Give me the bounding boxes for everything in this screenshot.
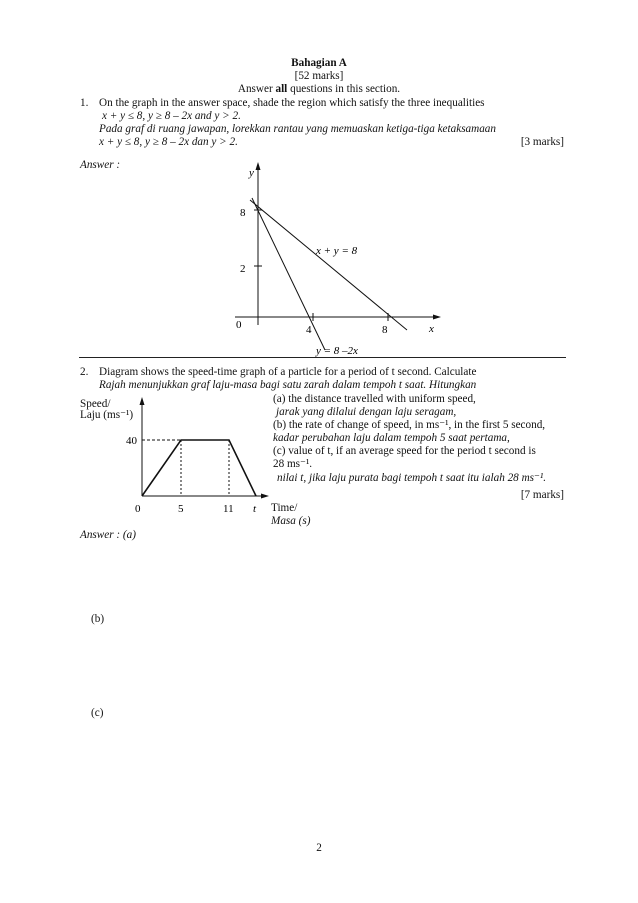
y-tick-label-8: 8 [240,207,246,219]
q2-part-c-ms: nilai t, jika laju purata bagi tempoh t saat itu ialah 28 ms⁻¹. [277,472,547,484]
y-axis-arrow-icon [256,162,261,170]
time-tick-label-t: t [253,503,257,515]
speed-tick-label-40: 40 [126,435,137,447]
x-axis-arrow-icon [433,315,441,320]
x-tick-label-4: 4 [306,324,312,336]
q2-part-a-ms: jarak yang dilalui dengan laju seragam, [276,406,457,418]
q1-answer-label: Answer : [80,159,121,171]
instruction-prefix: Answer [237,83,276,95]
line-y-8-minus-2x [252,198,325,350]
section-marks: [52 marks] [294,70,344,82]
q2-part-c-en-line1: (c) value of t, if an average speed for the period t second is [273,445,536,457]
q2-number: 2. [80,366,89,378]
q1-number: 1. [80,97,89,109]
q2-x-label-en: Time/ [271,502,298,514]
q2-part-b-ms: kadar perubahan laju dalam tempoh 5 saat pertama, [273,432,510,444]
q2-answer-b-label: (b) [91,613,105,625]
line-x-plus-y-8 [250,200,407,330]
q1-marks: [3 marks] [520,136,564,148]
y-tick-label-2: 2 [240,263,246,275]
q2-text-en: Diagram shows the speed-time graph of a particle for a period of t second. Calculate [99,366,477,378]
origin-label: 0 [236,319,242,331]
y-axis-label: y [249,167,254,179]
time-tick-label-11: 11 [223,503,234,515]
question-divider [79,357,566,358]
q2-x-label-ms: Masa (s) [271,515,311,527]
time-tick-label-5: 5 [178,503,184,515]
time-axis-arrow-icon [261,494,269,499]
q2-marks: [7 marks] [520,489,564,501]
q1-text-ms: Pada graf di ruang jawapan, lorekkan rantau yang memuaskan ketiga-tiga ketaksamaan [99,123,496,135]
speed-axis-arrow-icon [140,397,145,405]
q2-answer-c-label: (c) [91,707,104,719]
q1-inequalities-ms: x + y ≤ 8, y ≥ 8 – 2x dan y > 2. [99,136,238,148]
q2-y-label-ms: Laju (ms⁻¹) [80,409,134,421]
q1-graph [225,160,455,360]
q2-part-b-en: (b) the rate of change of speed, in ms⁻¹, in the first 5 second, [273,419,546,431]
page-number: 2 [316,842,322,854]
instruction-bold: all [275,83,288,95]
line1-label: x + y = 8 [316,245,358,257]
q2-part-c-en-line2: 28 ms⁻¹. [273,458,313,470]
x-axis-label: x [429,323,434,335]
q1-inequalities-en: x + y ≤ 8, y ≥ 8 – 2x and y > 2. [102,110,241,122]
q2-part-a-en: (a) the distance travelled with uniform speed, [273,393,476,405]
speed-origin-label: 0 [135,503,141,515]
section-instruction [0,84,638,95]
q2-y-label-en: Speed/ [80,398,111,410]
x-tick-label-8: 8 [382,324,388,336]
q1-text-en: On the graph in the answer space, shade the region which satisfy the three inequalities [99,97,485,109]
line2-label: y = 8 –2x [316,345,358,357]
instruction-suffix: questions in this section. [287,83,401,95]
q2-text-ms: Rajah menunjukkan graf laju-masa bagi satu zarah dalam tempoh t saat. Hitungkan [99,379,477,391]
speed-time-plot [142,440,256,496]
q2-speed-time-graph [115,395,275,520]
q2-answer-a-label: Answer : (a) [80,529,136,541]
section-title: Bahagian A [291,57,347,69]
